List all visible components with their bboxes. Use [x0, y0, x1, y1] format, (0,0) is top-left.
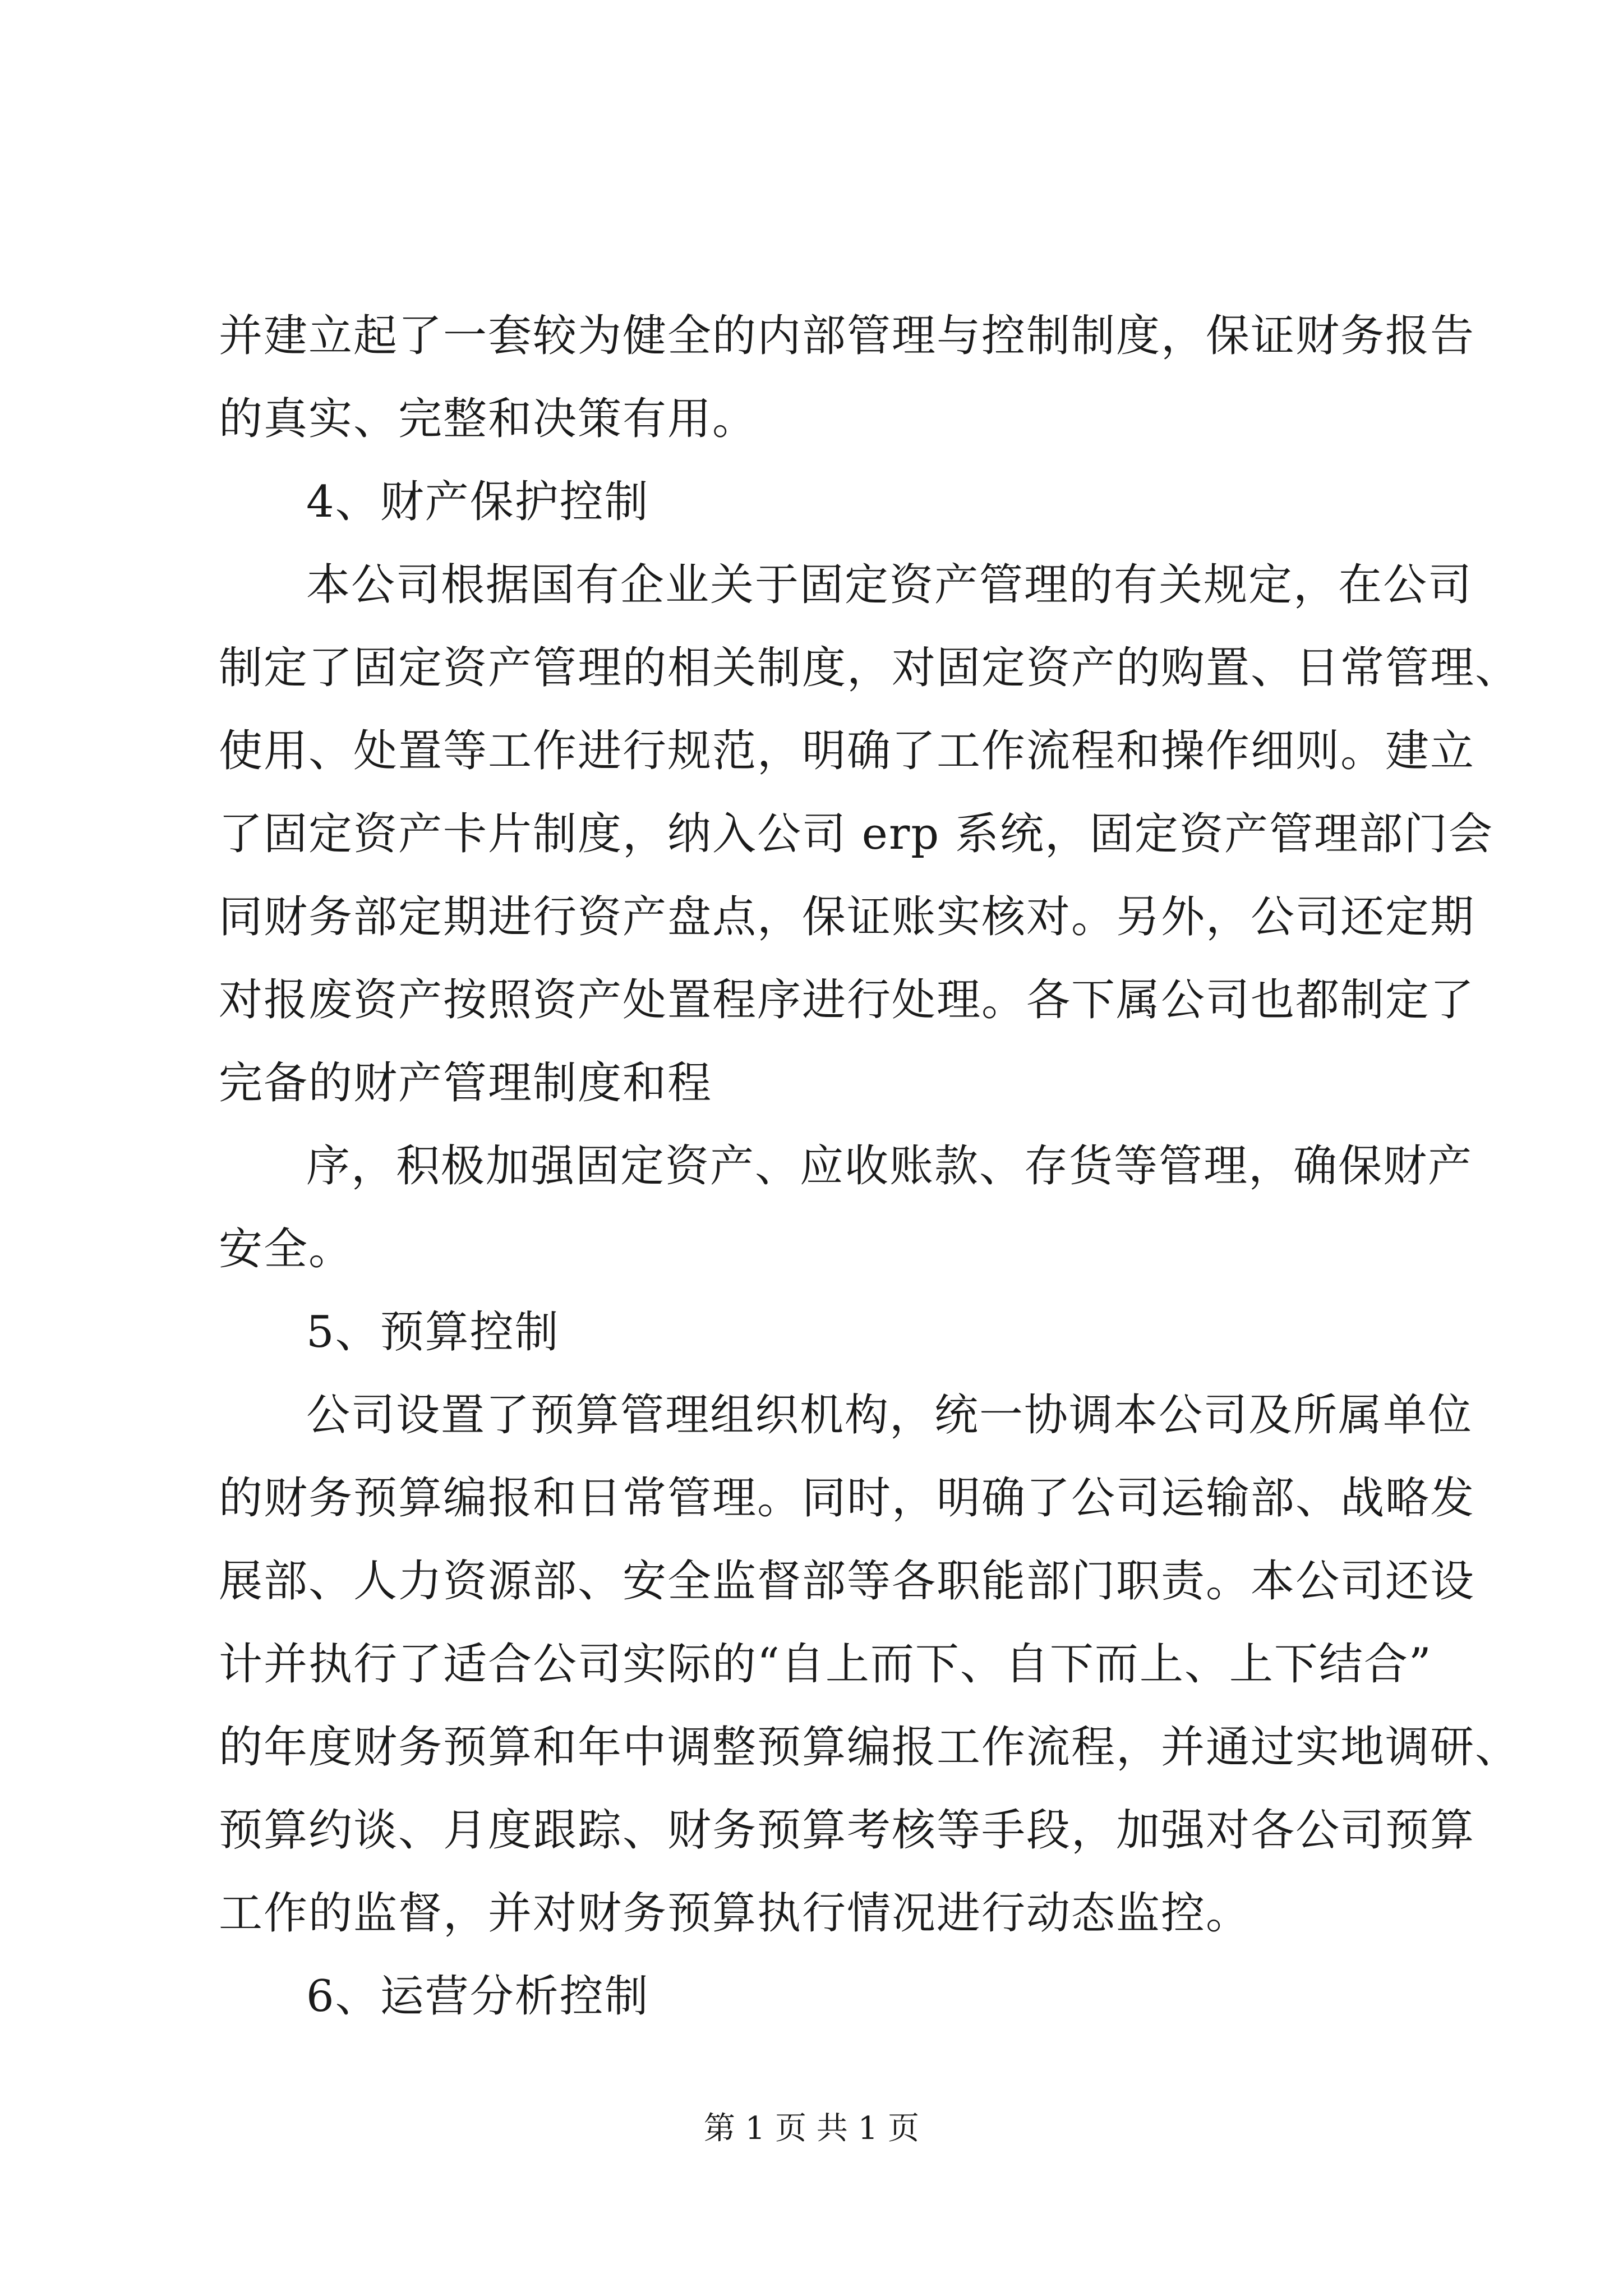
body-text	[219, 295, 1520, 2038]
text-line: 5、预算控制	[306, 1307, 560, 1358]
text-line: 了固定资产卡片制度，纳入公司 erp 系统，固定资产管理部门会	[219, 809, 1493, 859]
text-line: 6、运营分析控制	[306, 1971, 649, 2022]
text-line: 展部、人力资源部、安全监督部等各职能部门职责。本公司还设	[219, 1556, 1476, 1607]
text-line: 制定了固定资产管理的相关制度，对固定资产的购置、日常管理、	[219, 643, 1520, 693]
text-line: 工作的监督，并对财务预算执行情况进行动态监控。	[219, 1888, 1251, 1939]
text-line: 的真实、完整和决策有用。	[219, 394, 758, 444]
text-line: 4、财产保护控制	[306, 477, 649, 527]
text-line: 对报废资产按照资产处置程序进行处理。各下属公司也都制定了	[219, 975, 1476, 1025]
text-line: 并建立起了一套较为健全的内部管理与控制制度，保证财务报告	[219, 311, 1476, 361]
text-line: 同财务部定期进行资产盘点，保证账实核对。另外，公司还定期	[219, 892, 1476, 942]
text-line: 公司设置了预算管理组织机构，统一协调本公司及所属单位	[306, 1390, 1473, 1441]
text-line: 预算约谈、月度跟踪、财务预算考核等手段，加强对各公司预算	[219, 1805, 1476, 1856]
text-line: 的财务预算编报和日常管理。同时，明确了公司运输部、战略发	[219, 1473, 1476, 1524]
text-line: 本公司根据国有企业关于固定资产管理的有关规定，在公司	[306, 560, 1473, 610]
text-line: 完备的财产管理制度和程	[219, 1058, 713, 1108]
page-footer: 第 1 页 共 1 页	[703, 2110, 920, 2147]
text-line: 安全。	[219, 1224, 354, 1274]
text-line: 序，积极加强固定资产、应收账款、存货等管理，确保财产	[306, 1141, 1473, 1191]
text-line: 的年度财务预算和年中调整预算编报工作流程，并通过实地调研、	[219, 1722, 1520, 1773]
text-line: 使用、处置等工作进行规范，明确了工作流程和操作细则。建立	[219, 726, 1476, 776]
text-line: 计并执行了适合公司实际的“自上而下、自下而上、上下结合”	[219, 1639, 1432, 1690]
